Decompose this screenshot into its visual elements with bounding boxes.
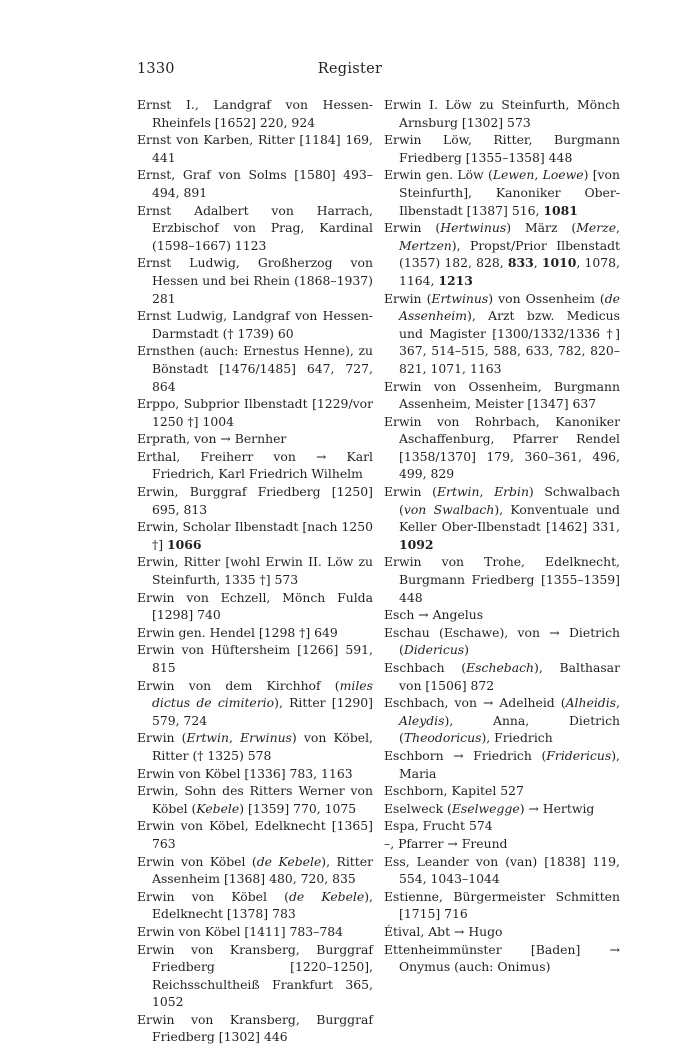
register-entry: –, Pfarrer → Freund bbox=[384, 835, 508, 851]
register-entry: Espa, Frucht 574 bbox=[384, 818, 493, 834]
register-entry: Eschbach, von → Adelheid (Alheidis, Aleydis), Anna, Dietrich (Theodoricus), Friedrich bbox=[384, 695, 620, 746]
register-entry: Erwin von Echzell, Mönch Fulda [1298] 740 bbox=[137, 589, 373, 623]
register-entry: Erwin von Hüftersheim [1266] 591, 815 bbox=[137, 642, 373, 675]
register-entry: Erwin, Scholar Ilbenstadt [nach 1250 †] 1066 bbox=[137, 519, 373, 552]
register-column-left bbox=[137, 96, 373, 1046]
register-entry: Erwin, Ritter [wohl Erwin II. Löw zu Steinfurth, 1335 †] 573 bbox=[137, 554, 373, 588]
register-entry: Erwin von Köbel (de Kebele), Edelknecht [1378] 783 bbox=[137, 888, 373, 922]
register-entry: Erwin gen. Löw (Lewen, Loewe) [von Steinfurth], Kanoniker Ober-Ilbenstadt [1387] 516, 1081 bbox=[384, 167, 620, 218]
register-entry: Eschbach (Eschebach), Balthasar von [1506] 872 bbox=[384, 660, 620, 693]
register-entry: Erwin gen. Hendel [1298 †] 649 bbox=[137, 624, 338, 640]
register-entry: Erwin von Ossenheim, Burgmann Assenheim, Meister [1347] 637 bbox=[384, 378, 620, 412]
register-entry: Erwin (Ertwin, Erbin) Schwalbach (von Swalbach), Konventuale und Keller Ober-Ilbenstadt [1462] 331, 1092 bbox=[384, 484, 620, 552]
register-entry: Erwin von Köbel, Edelknecht [1365] 763 bbox=[137, 818, 373, 851]
register-entry: Erwin von Rohrbach, Kanoniker Aschaffenburg, Pfarrer Rendel [1358/1370] 179, 360–361, 496, 499, 829 bbox=[384, 413, 620, 482]
register-entry: Ettenheimmünster [Baden] → Onymus (auch: Onimus) bbox=[384, 941, 620, 975]
register-entry: Étival, Abt → Hugo bbox=[384, 923, 503, 939]
register-entry: Erwin I. Löw zu Steinfurth, Mönch Arnsburg [1302] 573 bbox=[384, 97, 620, 130]
register-entry: Erwin, Burggraf Friedberg [1250] 695, 813 bbox=[137, 484, 373, 517]
register-entry: Erwin von Kransberg, Burggraf Friedberg [1220–1250], Reichsschultheiß Frankfurt 365, 1052 bbox=[137, 941, 373, 1010]
register-entry: Eschborn → Friedrich (Fridericus), Maria bbox=[384, 747, 620, 781]
register-entry: Ernst Ludwig, Landgraf von Hessen-Darmstadt († 1739) 60 bbox=[137, 308, 373, 341]
register-entry: Erthal, Freiherr von → Karl Friedrich, Karl Friedrich Wilhelm bbox=[137, 448, 373, 482]
register-column-right bbox=[384, 96, 620, 976]
register-entry: Erwin von Köbel [1411] 783–784 bbox=[137, 923, 344, 939]
register-entry: Erwin von Kransberg, Burggraf Friedberg [1302] 446 bbox=[137, 1011, 373, 1045]
register-entry: Estienne, Bürgermeister Schmitten [1715] 716 bbox=[384, 888, 620, 922]
register-entry: Ernst Adalbert von Harrach, Erzbischof von Prag, Kardinal (1598–1667) 1123 bbox=[137, 202, 373, 253]
register-entry: Erwin (Hertwinus) März (Merze, Mertzen), Propst/Prior Ilbenstadt (1357) 182, 828, 833, 1010, 1078, 1164, 1213 bbox=[384, 220, 620, 288]
register-entry: Erwin von Trohe, Edelknecht, Burgmann Friedberg [1355–1359] 448 bbox=[384, 554, 620, 605]
register-entry: Erppo, Subprior Ilbenstadt [1229/vor 1250 †] 1004 bbox=[137, 396, 373, 429]
register-entry: Eschborn, Kapitel 527 bbox=[384, 783, 524, 799]
register-entry: Ernst Ludwig, Großherzog von Hessen und bei Rhein (1868–1937) 281 bbox=[137, 255, 373, 306]
running-title: Register bbox=[317, 61, 383, 77]
register-entry: Eselweck (Eselwegge) → Hertwig bbox=[384, 800, 595, 816]
register-entry: Eschau (Eschawe), von → Dietrich (Didericus) bbox=[384, 624, 620, 658]
register-entry: Ernst I., Landgraf von Hessen-Rheinfels [1652] 220, 924 bbox=[137, 97, 373, 130]
register-entry: Erwin von Köbel (de Kebele), Ritter Assenheim [1368] 480, 720, 835 bbox=[137, 853, 374, 887]
register-entry: Erwin von Köbel [1336] 783, 1163 bbox=[137, 765, 353, 781]
register-entry: Ernsthen (auch: Ernestus Henne), zu Bönstadt [1476/1485] 647, 727, 864 bbox=[137, 343, 373, 394]
register-entry: Erwin, Sohn des Ritters Werner von Köbel (Kebele) [1359] 770, 1075 bbox=[137, 783, 373, 816]
register-entry: Erwin (Ertwinus) von Ossenheim (de Assenheim), Arzt bzw. Medicus und Magister [1300/1332/1336 †] 367, 514–515, 588, 633, 782, 820–821, 1071, 1163 bbox=[384, 290, 620, 376]
register-entry: Ernst, Graf von Solms [1580] 493–494, 891 bbox=[137, 167, 373, 200]
register-entry: Erwin von dem Kirchhof (miles dictus de cimiterio), Ritter [1290] 579, 724 bbox=[137, 677, 373, 728]
register-entry: Erprath, von → Bernher bbox=[137, 431, 287, 447]
register-entry: Erwin Löw, Ritter, Burgmann Friedberg [1355–1358] 448 bbox=[384, 132, 620, 165]
page-number: 1330 bbox=[137, 61, 175, 77]
register-entry: Esch → Angelus bbox=[384, 607, 484, 623]
register-entry: Ernst von Karben, Ritter [1184] 169, 441 bbox=[137, 132, 373, 165]
register-entry: Erwin (Ertwin, Erwinus) von Köbel, Ritter († 1325) 578 bbox=[137, 730, 373, 763]
register-entry: Ess, Leander von (van) [1838] 119, 554, 1043–1044 bbox=[384, 853, 620, 887]
